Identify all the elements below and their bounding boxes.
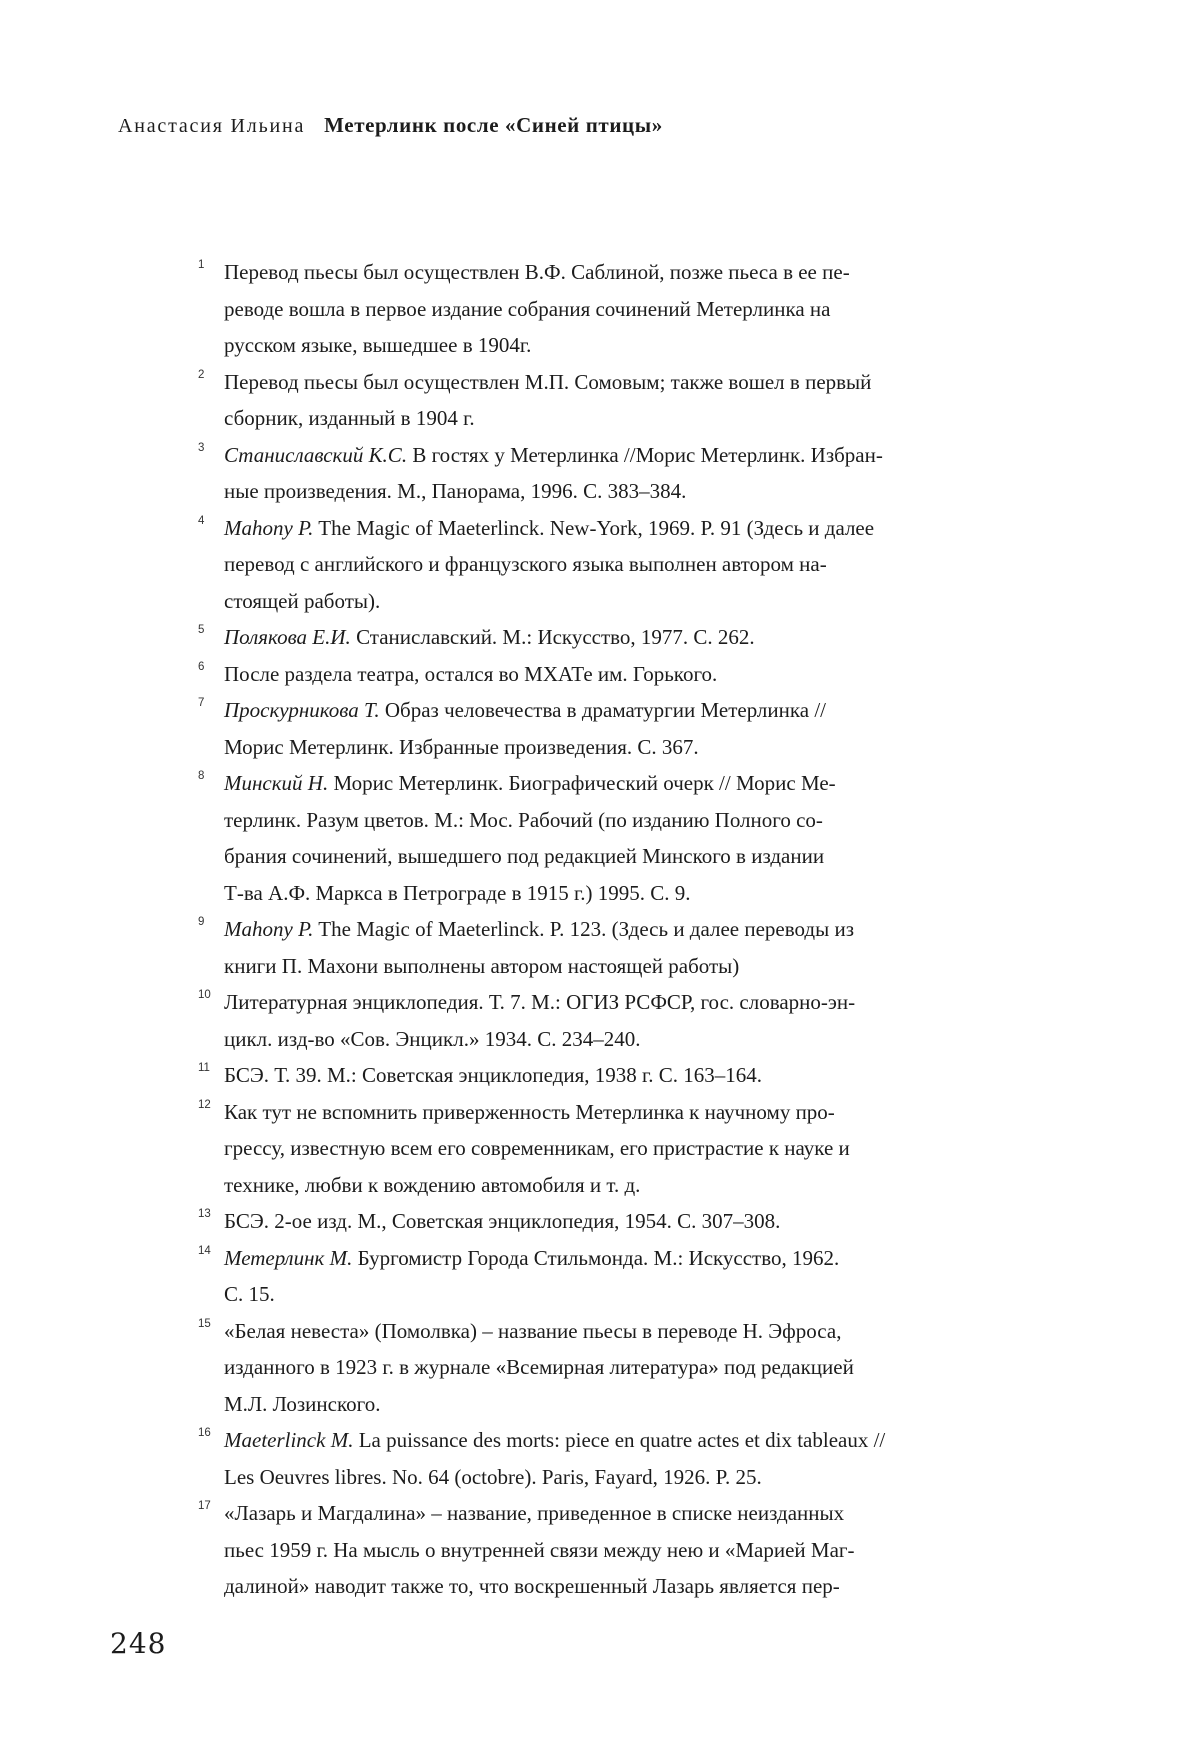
footnote-number: 7 xyxy=(198,697,205,709)
footnote-line xyxy=(224,327,993,364)
footnote-number: 8 xyxy=(198,770,205,782)
footnote-line xyxy=(224,948,993,985)
footnote-number: 5 xyxy=(198,624,205,636)
footnote-number: 3 xyxy=(198,441,205,454)
footnote-author-italic: Станиславский К.С. xyxy=(224,442,408,467)
footnote-text: БСЭ. Т. 39. М.: Советская энциклопедия, 1938 г. С. 163–164. xyxy=(224,1063,763,1087)
footnote-text: стоящей работы). xyxy=(224,588,381,613)
header-title: Метерлинк после «Синей птицы» xyxy=(324,113,663,137)
footnote-text: Les Oeuvres libres. No. 64 (octobre). Paris, Fayard, 1926. P. 25. xyxy=(224,1464,762,1489)
footnote-line xyxy=(224,729,993,766)
footnote-line xyxy=(224,400,993,437)
footnote xyxy=(198,911,993,984)
footnote-text: «Лазарь и Магдалина» – название, приведенное в списке неизданных xyxy=(224,1501,845,1525)
footnote-text: Перевод пьесы был осуществлен М.П. Сомовым; также вошел в первый xyxy=(224,369,872,394)
footnote-number: 17 xyxy=(198,1500,211,1512)
footnotes-list xyxy=(198,254,993,1605)
footnote-text: The Magic of Maeterlinck. P. 123. (Здесь и далее переводы из xyxy=(313,917,854,941)
footnote-text: изданного в 1923 г. в журнале «Всемирная литература» под редакцией xyxy=(224,1355,854,1379)
footnote-line xyxy=(224,692,993,729)
footnote-number: 2 xyxy=(198,368,205,381)
footnote xyxy=(198,510,993,620)
footnote-number: 10 xyxy=(198,989,211,1001)
footnote-line xyxy=(224,1130,993,1167)
footnote-text: La puissance des morts: piece en quatre actes et dix tableaux // xyxy=(353,1428,886,1452)
footnote-number: 14 xyxy=(198,1244,211,1257)
footnote-text: русском языке, вышедшее в 1904г. xyxy=(224,333,532,357)
footnote-line xyxy=(224,656,993,693)
footnote-text: Морис Метерлинк. Избранные произведения. С. 367. xyxy=(224,734,699,759)
footnote-text: далиной» наводит также то, что воскрешенный Лазарь является пер- xyxy=(224,1574,840,1598)
header-author: Анастасия Ильина xyxy=(118,115,306,137)
footnote-line xyxy=(224,364,993,401)
footnote xyxy=(198,1313,993,1423)
footnote-line xyxy=(224,1167,993,1204)
footnote-line xyxy=(224,546,993,583)
footnote-text: грессу, известную всем его современникам, его пристрастие к науке и xyxy=(224,1136,850,1160)
footnote-text: Образ человечества в драматургии Метерлинка // xyxy=(379,698,827,722)
footnote-line xyxy=(224,875,993,912)
footnote-number: 1 xyxy=(198,259,205,271)
footnote-number: 4 xyxy=(198,514,205,527)
footnote-line xyxy=(224,1422,993,1459)
footnote-number: 15 xyxy=(198,1317,211,1330)
footnote-text: После раздела театра, остался во МХАТе им. Горького. xyxy=(224,661,718,686)
footnote-text: пьес 1959 г. На мысль о внутренней связи между нею и «Марией Маг- xyxy=(224,1537,855,1562)
footnote xyxy=(198,984,993,1057)
footnote-number: 9 xyxy=(198,916,205,928)
footnote-line xyxy=(224,1203,993,1240)
footnote-number: 16 xyxy=(198,1427,211,1439)
footnote-text: перевод с английского и французского языка выполнен автором на- xyxy=(224,552,827,576)
footnote-line xyxy=(224,619,993,656)
footnote-text: С. 15. xyxy=(224,1282,275,1306)
footnote-author-italic: Проскурникова Т. xyxy=(224,698,380,722)
footnote-line xyxy=(224,291,993,328)
footnote xyxy=(198,1422,993,1495)
footnote xyxy=(198,364,993,437)
footnote-line xyxy=(224,1240,993,1277)
footnote-text: технике, любви к вождению автомобиля и т. д. xyxy=(224,1172,641,1197)
footnote-text: Морис Метерлинк. Биографический очерк // Морис Ме- xyxy=(328,771,836,795)
footnote xyxy=(198,1495,993,1605)
footnote-number: 13 xyxy=(198,1208,211,1220)
footnote-line xyxy=(224,1276,993,1313)
footnote-text: «Белая невеста» (Помолвка) – название пьесы в переводе Н. Эфроса, xyxy=(224,1318,842,1343)
footnote-text: цикл. изд-во «Сов. Энцикл.» 1934. С. 234–240. xyxy=(224,1026,641,1051)
footnote xyxy=(198,254,993,364)
footnote-number: 11 xyxy=(198,1062,210,1074)
footnote-line xyxy=(224,1349,993,1386)
footnote xyxy=(198,437,993,510)
footnote-text: Т-ва А.Ф. Маркса в Петрограде в 1915 г.) 1995. С. 9. xyxy=(224,880,691,905)
footnote-text: терлинк. Разум цветов. М.: Мос. Рабочий (по изданию Полного со- xyxy=(224,807,823,832)
footnote-line xyxy=(224,802,993,839)
footnote xyxy=(198,1240,993,1313)
page-number: 248 xyxy=(110,1627,167,1660)
footnote-line xyxy=(224,984,993,1021)
footnote-text: ные произведения. М., Панорама, 1996. С. 383–384. xyxy=(224,479,687,503)
footnote-line xyxy=(224,583,993,620)
footnote-number: 12 xyxy=(198,1098,211,1111)
footnote-author-italic: Mahony P. xyxy=(224,917,314,941)
footnote-text: реводе вошла в первое издание собрания сочинений Метерлинка на xyxy=(224,296,831,321)
footnote-text: М.Л. Лозинского. xyxy=(224,1391,381,1416)
footnote-text: Бургомистр Города Стильмонда. М.: Искусство, 1962. xyxy=(352,1245,840,1270)
footnote-line xyxy=(224,1386,993,1423)
footnote-author-italic: Полякова Е.И. xyxy=(224,625,351,649)
footnote xyxy=(198,1203,993,1240)
footnote-text: Как тут не вспомнить приверженность Метерлинка к научному про- xyxy=(224,1099,835,1124)
footnote-text: Станиславский. М.: Искусство, 1977. С. 262. xyxy=(350,625,755,649)
footnote-text: БСЭ. 2-ое изд. М., Советская энциклопедия, 1954. С. 307–308. xyxy=(224,1209,781,1233)
footnote-text: книги П. Махони выполнены автором настоящей работы) xyxy=(224,953,740,978)
footnote-line xyxy=(224,838,993,875)
footnote-author-italic: Метерлинк М. xyxy=(224,1245,353,1270)
footnote-line xyxy=(224,1057,993,1094)
footnote-author-italic: Maeterlinck M. xyxy=(224,1428,354,1452)
footnote-line xyxy=(224,473,993,510)
footnote xyxy=(198,656,993,693)
footnote-line xyxy=(224,1532,993,1569)
footnote-line xyxy=(224,911,993,948)
footnote-author-italic: Минский Н. xyxy=(224,771,329,795)
footnote-text: The Magic of Maeterlinck. New-York, 1969. P. 91 (Здесь и далее xyxy=(313,515,875,540)
footnote-line xyxy=(224,1021,993,1058)
footnote xyxy=(198,619,993,656)
footnote-line xyxy=(224,1568,993,1605)
footnote xyxy=(198,765,993,911)
footnote-text: брания сочинений, вышедшего под редакцией Минского в издании xyxy=(224,844,825,868)
footnote-text: сборник, изданный в 1904 г. xyxy=(224,406,475,430)
footnote xyxy=(198,1057,993,1094)
footnote-line xyxy=(224,1495,993,1532)
footnote-line xyxy=(224,254,993,291)
footnote-text: Литературная энциклопедия. Т. 7. М.: ОГИЗ РСФСР, гос. словарно-эн- xyxy=(224,990,856,1014)
footnote-author-italic: Mahony P. xyxy=(224,515,314,540)
footnote-number: 6 xyxy=(198,660,205,673)
footnote-line xyxy=(224,510,993,547)
footnote xyxy=(198,692,993,765)
footnote xyxy=(198,1094,993,1204)
footnote-line xyxy=(224,765,993,802)
footnote-line xyxy=(224,1313,993,1350)
footnote-line xyxy=(224,437,993,474)
footnote-line xyxy=(224,1094,993,1131)
running-header xyxy=(118,113,663,138)
footnote-text: Перевод пьесы был осуществлен В.Ф. Саблиной, позже пьеса в ее пе- xyxy=(224,260,850,284)
footnote-line xyxy=(224,1459,993,1496)
footnote-text: В гостях у Метерлинка //Морис Метерлинк. Избран- xyxy=(407,442,883,467)
